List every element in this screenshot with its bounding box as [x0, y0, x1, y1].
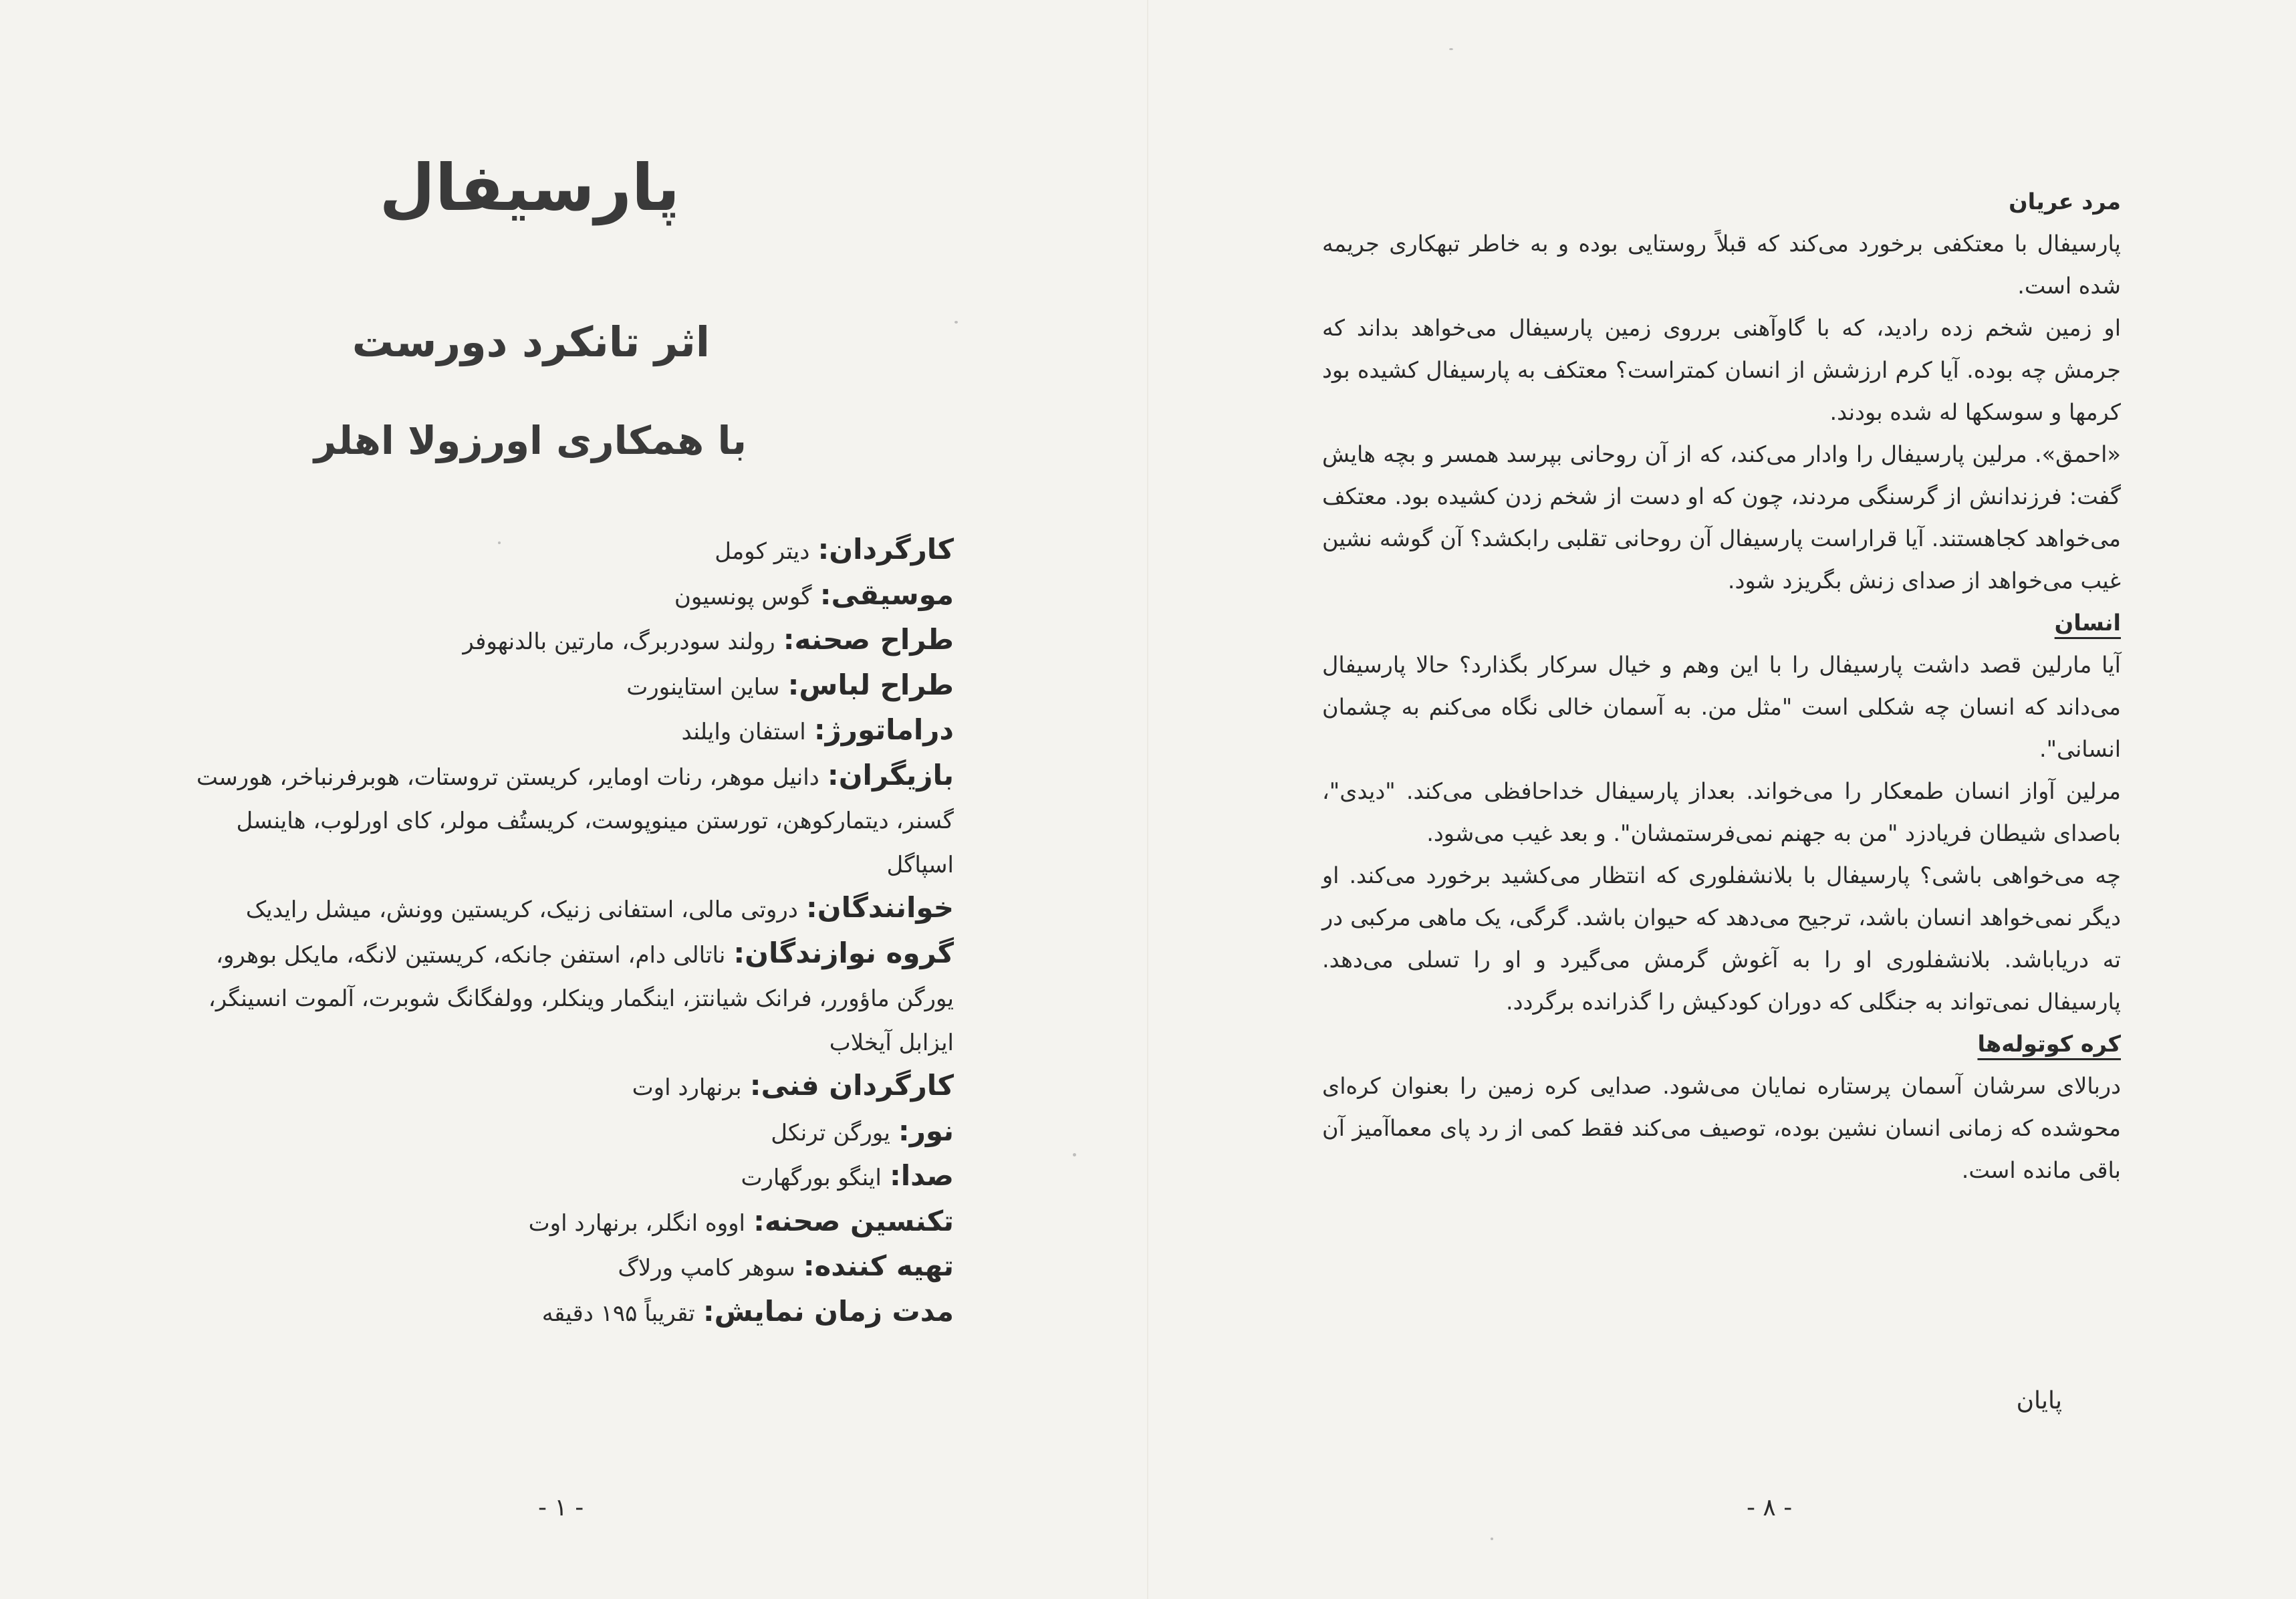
credit-names: یورگن ترنکل [771, 1119, 890, 1146]
credit-running-time [185, 1290, 954, 1336]
credit-names: سوهر کامپ ورلاگ [618, 1255, 795, 1281]
credit-dramaturg [185, 709, 954, 754]
scan-speck [954, 321, 958, 324]
collaboration-line: با همکاری اورزولا اهلر [313, 418, 747, 463]
credit-names: برنهارد اوت [632, 1074, 742, 1101]
credit-role: طراح صحنه: [783, 623, 954, 656]
credit-actors [185, 754, 954, 887]
credit-role: کارگردان فنی: [749, 1069, 954, 1102]
section-heading-human: انسان [2054, 610, 2121, 636]
section-heading-dwarf-planet: کره کوتوله‌ها [1977, 1031, 2121, 1057]
credit-names: ناتالی دام، استفن جانکه، کریستین لانگه، مایکل بوهرو، یورگن ماؤورر، فرانک شیانتز، اینگمار وینکلر، وولفگانگ شوبرت، آلموت انسینگر، ایزابل آیخلاب [208, 941, 954, 1056]
scan-speck [498, 541, 501, 544]
paragraph: دربالای سرشان آسمان پرستاره نمایان می‌شود. صدایی کره زمین را بعنوان کره‌ای محوشده که زمانی انسان نشین بوده، توصیف می‌کند فقط کمی از رد پای معماآمیز آن باقی مانده است. [1322, 1073, 2121, 1183]
page-number-right: - ۸ - [1747, 1494, 1793, 1521]
credit-role: کارگردان: [817, 533, 954, 566]
credit-role: موسیقی: [819, 578, 954, 611]
credit-names: اووه انگلر، برنهارد اوت [528, 1209, 745, 1237]
credit-role: گروه نوازندگان: [733, 936, 954, 969]
credit-names: ساین استاینورت [626, 673, 780, 701]
credit-names: گوس پونسیون [674, 583, 812, 610]
paragraph: آیا مارلین قصد داشت پارسیفال را با این وهم و خیال سرکار بگذارد؟ حالا پارسیفال می‌داند که انسان چه شکلی است "مثل من. به آسمان خالی نگاه می‌کنم به چشمان انسانی". [1322, 652, 2121, 762]
credit-musicians [185, 932, 954, 1065]
credit-role: مدت زمان نمایش: [703, 1294, 954, 1328]
credit-role: تهیه کننده: [803, 1249, 954, 1282]
credit-role: بازیگران: [827, 758, 954, 791]
credit-role: نور: [898, 1114, 954, 1147]
scan-speck [1073, 1153, 1076, 1156]
right-page [1148, 0, 2296, 1599]
credit-names: دروتی مالی، استفانی زنیک، کریستین وونش، میشل رایدیک [245, 896, 798, 923]
play-title: پارسیفال [379, 150, 680, 225]
paragraph: او زمین شخم زده رادید، که با گاوآهنی برروی زمین پارسیفال می‌خواهد بداند که جرمش چه بوده. آیا کرم ارزشش از انسان کمتراست؟ معتکف به پارسیفال کشیده بود کرمها و سوسکها له شده بودند. [1322, 315, 2121, 425]
credit-costume-design [185, 664, 954, 709]
paragraph: پارسیفال با معتکفی برخورد می‌کند که قبلاً روستایی بوده و به خاطر تبهکاری جریمه شده است. [1322, 231, 2121, 299]
credit-names: دیتر کومل [715, 538, 810, 565]
credit-stage-design [185, 618, 954, 664]
credit-role: صدا: [889, 1159, 954, 1192]
synopsis-text [1322, 180, 2121, 1191]
credit-role: طراح لباس: [787, 668, 954, 701]
credit-stage-technician [185, 1200, 954, 1245]
author-line: اثر تانکرد دورست [352, 318, 710, 366]
credit-names: استفان وایلند [681, 719, 806, 745]
credit-names: تقریباً ۱۹۵ دقیقه [541, 1300, 695, 1327]
credit-sound [185, 1154, 954, 1200]
ending-text: پایان [2016, 1387, 2062, 1414]
paragraph: «احمق». مرلین پارسیفال را وادار می‌کند، که از آن روحانی بپرسد همسر و بچه هایش گفت: فرزندانش از گرسنگی مردند، چون که او دست از شخم زدن کشیده بود. معتکف می‌خواهد کجاهستند. آیا قراراست پارسیفال آن روحانی تقلبی رابکشد؟ آن گوشه نشین غیب می‌خواهد از صدای زنش بگریزد شود. [1322, 441, 2121, 594]
scan-speck [1491, 1538, 1493, 1540]
credit-names: اینگو بورگهارت [741, 1164, 882, 1191]
credit-names: رولند سودربرگ، مارتین بالدنهوفر [463, 628, 775, 655]
credit-director [185, 528, 954, 574]
credit-role: دراماتورژ: [813, 713, 954, 746]
credit-names: دانیل موهر، رنات اومایر، کریستن تروستات، هوبرفرنباخر، هورست گسنر، دیتمارکوهن، تورستن مینوپوست، کریستُف مولر، کای اورلوب، هاینسل اسپاگل [196, 763, 954, 878]
credit-role: تکنسین صحنه: [753, 1204, 954, 1237]
page-number-left: - ۱ - [538, 1494, 584, 1521]
credit-singers [185, 886, 954, 932]
credit-music [185, 574, 954, 619]
credits-list [185, 528, 954, 1335]
credit-lighting [185, 1110, 954, 1155]
credit-technical-director [185, 1064, 954, 1110]
paragraph: مرلین آواز انسان طمعکار را می‌خواند. بعداز پارسیفال خداحافظی می‌کند. "دیدی"، باصدای شیطان فریادزد "من به جهنم نمی‌فرستمشان". و بعد غیب می‌شود. [1322, 778, 2121, 846]
scan-speck [1449, 48, 1453, 50]
section-heading-naked-man: مرد عریان [2009, 189, 2121, 215]
credit-role: خوانندگان: [805, 891, 954, 924]
paragraph: چه می‌خواهی باشی؟ پارسیفال با بلانشفلوری که انتظار می‌کشید برخورد می‌کند. او دیگر نمی‌خواهد انسان باشد، ترجیح می‌دهد که حیوان باشد. گرگی، یک ماهی مرکبی در ته دریاباشد. بلانشفلوری او را به آغوش گرمش می‌گیرد و او را تسلی می‌دهد. پارسیفال نمی‌تواند به جنگلی که دوران کودکیش را گذرانده برگردد. [1322, 862, 2121, 1015]
credit-producer [185, 1245, 954, 1290]
